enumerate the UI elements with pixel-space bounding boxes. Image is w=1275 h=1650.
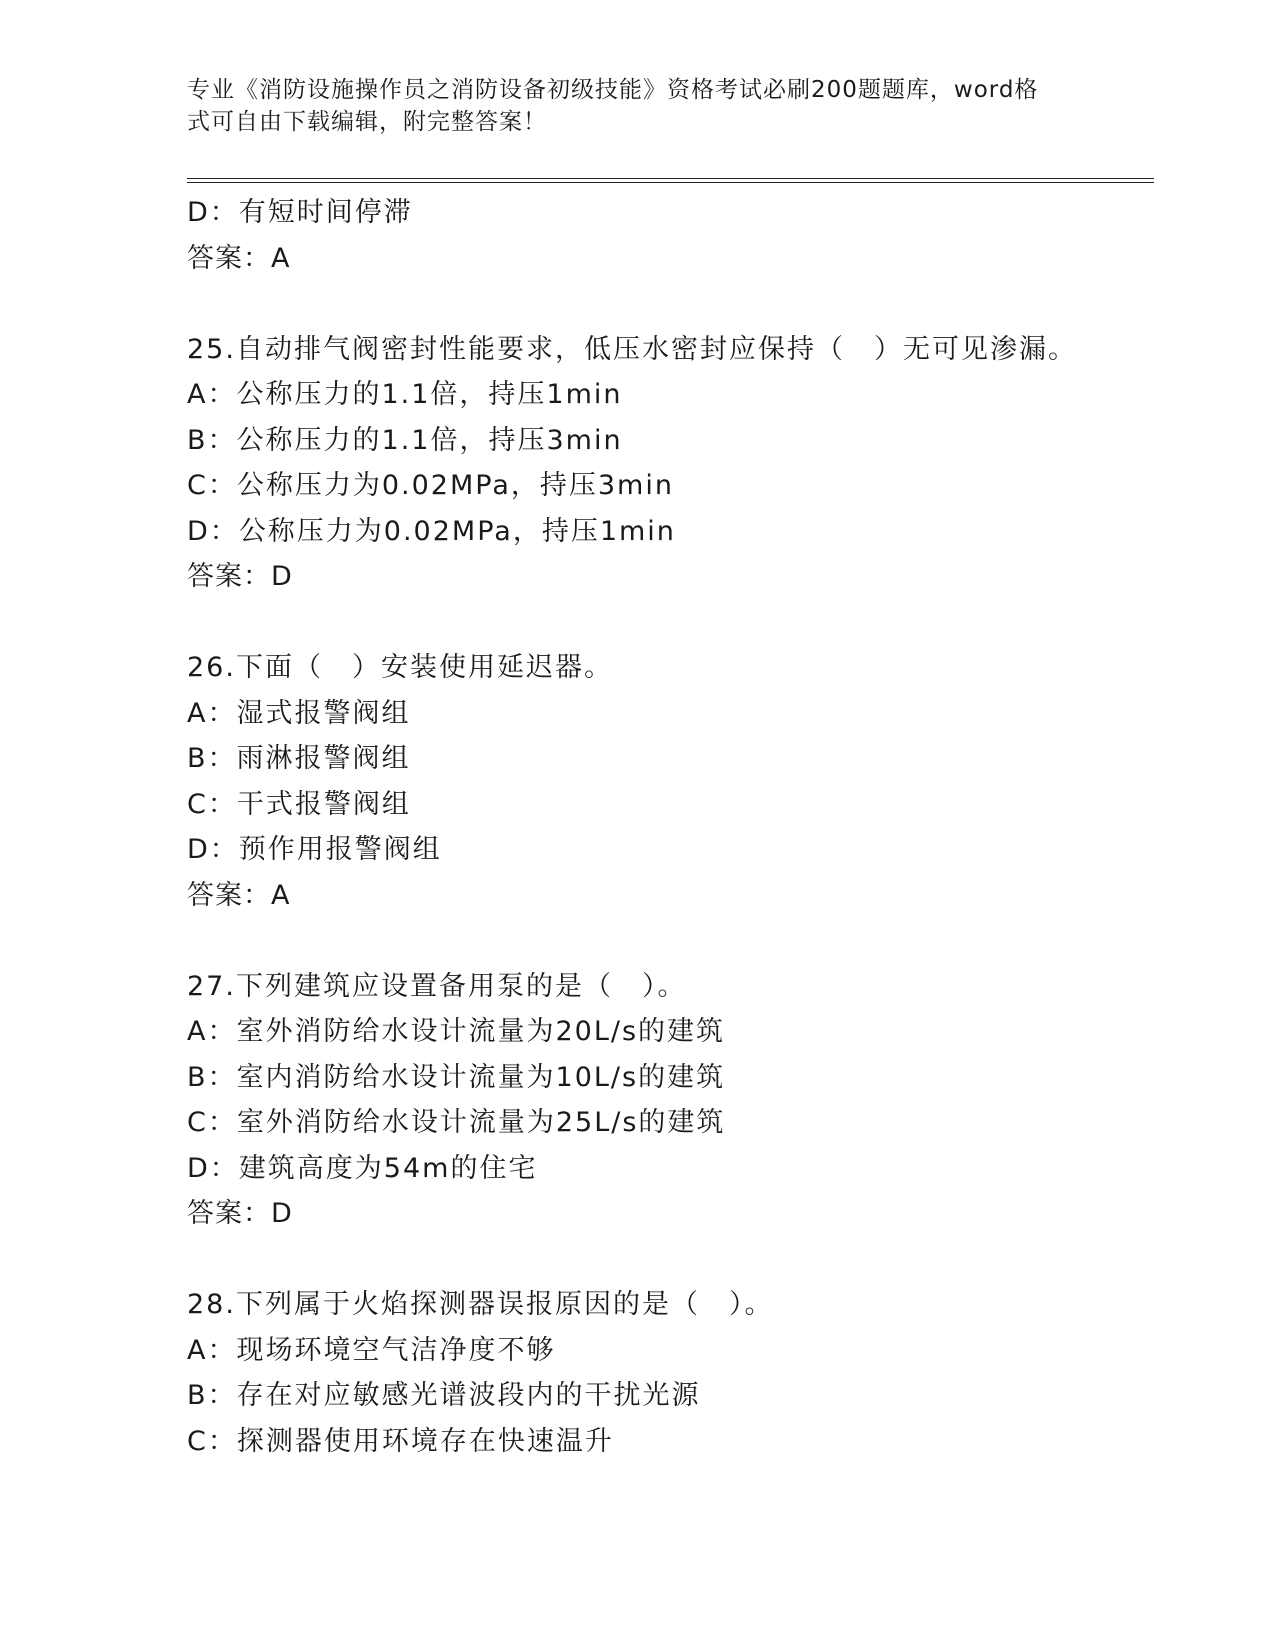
question-stem: 25.自动排气阀密封性能要求，低压水密封应保持（ ）无可见渗漏。 [187, 333, 1077, 365]
spacer [187, 281, 1154, 327]
answer: 答案：A [187, 879, 291, 911]
header-line-1: 专业《消防设施操作员之消防设备初级技能》资格考试必刷200题题库，word格 [187, 77, 1039, 103]
question-list [187, 190, 1154, 1464]
option-c: C：探测器使用环境存在快速温升 [187, 1425, 614, 1457]
option-d: D：预作用报警阀组 [187, 834, 442, 865]
answer: 答案：D [187, 561, 293, 592]
option-c: C：公称压力为0.02MPa，持压3min [187, 470, 674, 501]
answer: 答案：D [187, 1198, 293, 1229]
option-a: A：湿式报警阀组 [187, 697, 411, 729]
question-28 [187, 1282, 1154, 1464]
option-b: B：公称压力的1.1倍，持压3min [187, 424, 623, 456]
question-stem: 27.下列建筑应设置备用泵的是（ ）。 [187, 970, 687, 1002]
option-d: D：有短时间停滞 [187, 197, 413, 228]
question-stem: 28.下列属于火焰探测器误报原因的是（ ）。 [187, 1289, 774, 1320]
option-a: A：现场环境空气洁净度不够 [187, 1334, 556, 1366]
option-b: B：存在对应敏感光谱波段内的干扰光源 [187, 1380, 701, 1411]
option-c: C：室外消防给水设计流量为25L/s的建筑 [187, 1107, 726, 1138]
question-27 [187, 964, 1154, 1237]
spacer [187, 1237, 1154, 1283]
option-c: C：干式报警阀组 [187, 788, 411, 820]
spacer [187, 918, 1154, 964]
spacer [187, 600, 1154, 646]
question-25 [187, 327, 1154, 600]
question-26 [187, 645, 1154, 918]
option-d: D：建筑高度为54m的住宅 [187, 1152, 538, 1184]
answer: 答案：A [187, 242, 291, 274]
option-a: A：室外消防给水设计流量为20L/s的建筑 [187, 1016, 726, 1047]
option-d: D：公称压力为0.02MPa，持压1min [187, 515, 676, 547]
option-a: A：公称压力的1.1倍，持压1min [187, 379, 623, 410]
option-b: B：室内消防给水设计流量为10L/s的建筑 [187, 1061, 726, 1093]
question-stem: 26.下面（ ）安装使用延迟器。 [187, 652, 613, 683]
document-header [187, 74, 1067, 138]
header-rule-top [187, 178, 1154, 179]
option-b: B：雨淋报警阀组 [187, 743, 411, 774]
header-rule-bottom [187, 182, 1154, 183]
header-line-2: 式可自由下载编辑，附完整答案！ [187, 109, 547, 135]
